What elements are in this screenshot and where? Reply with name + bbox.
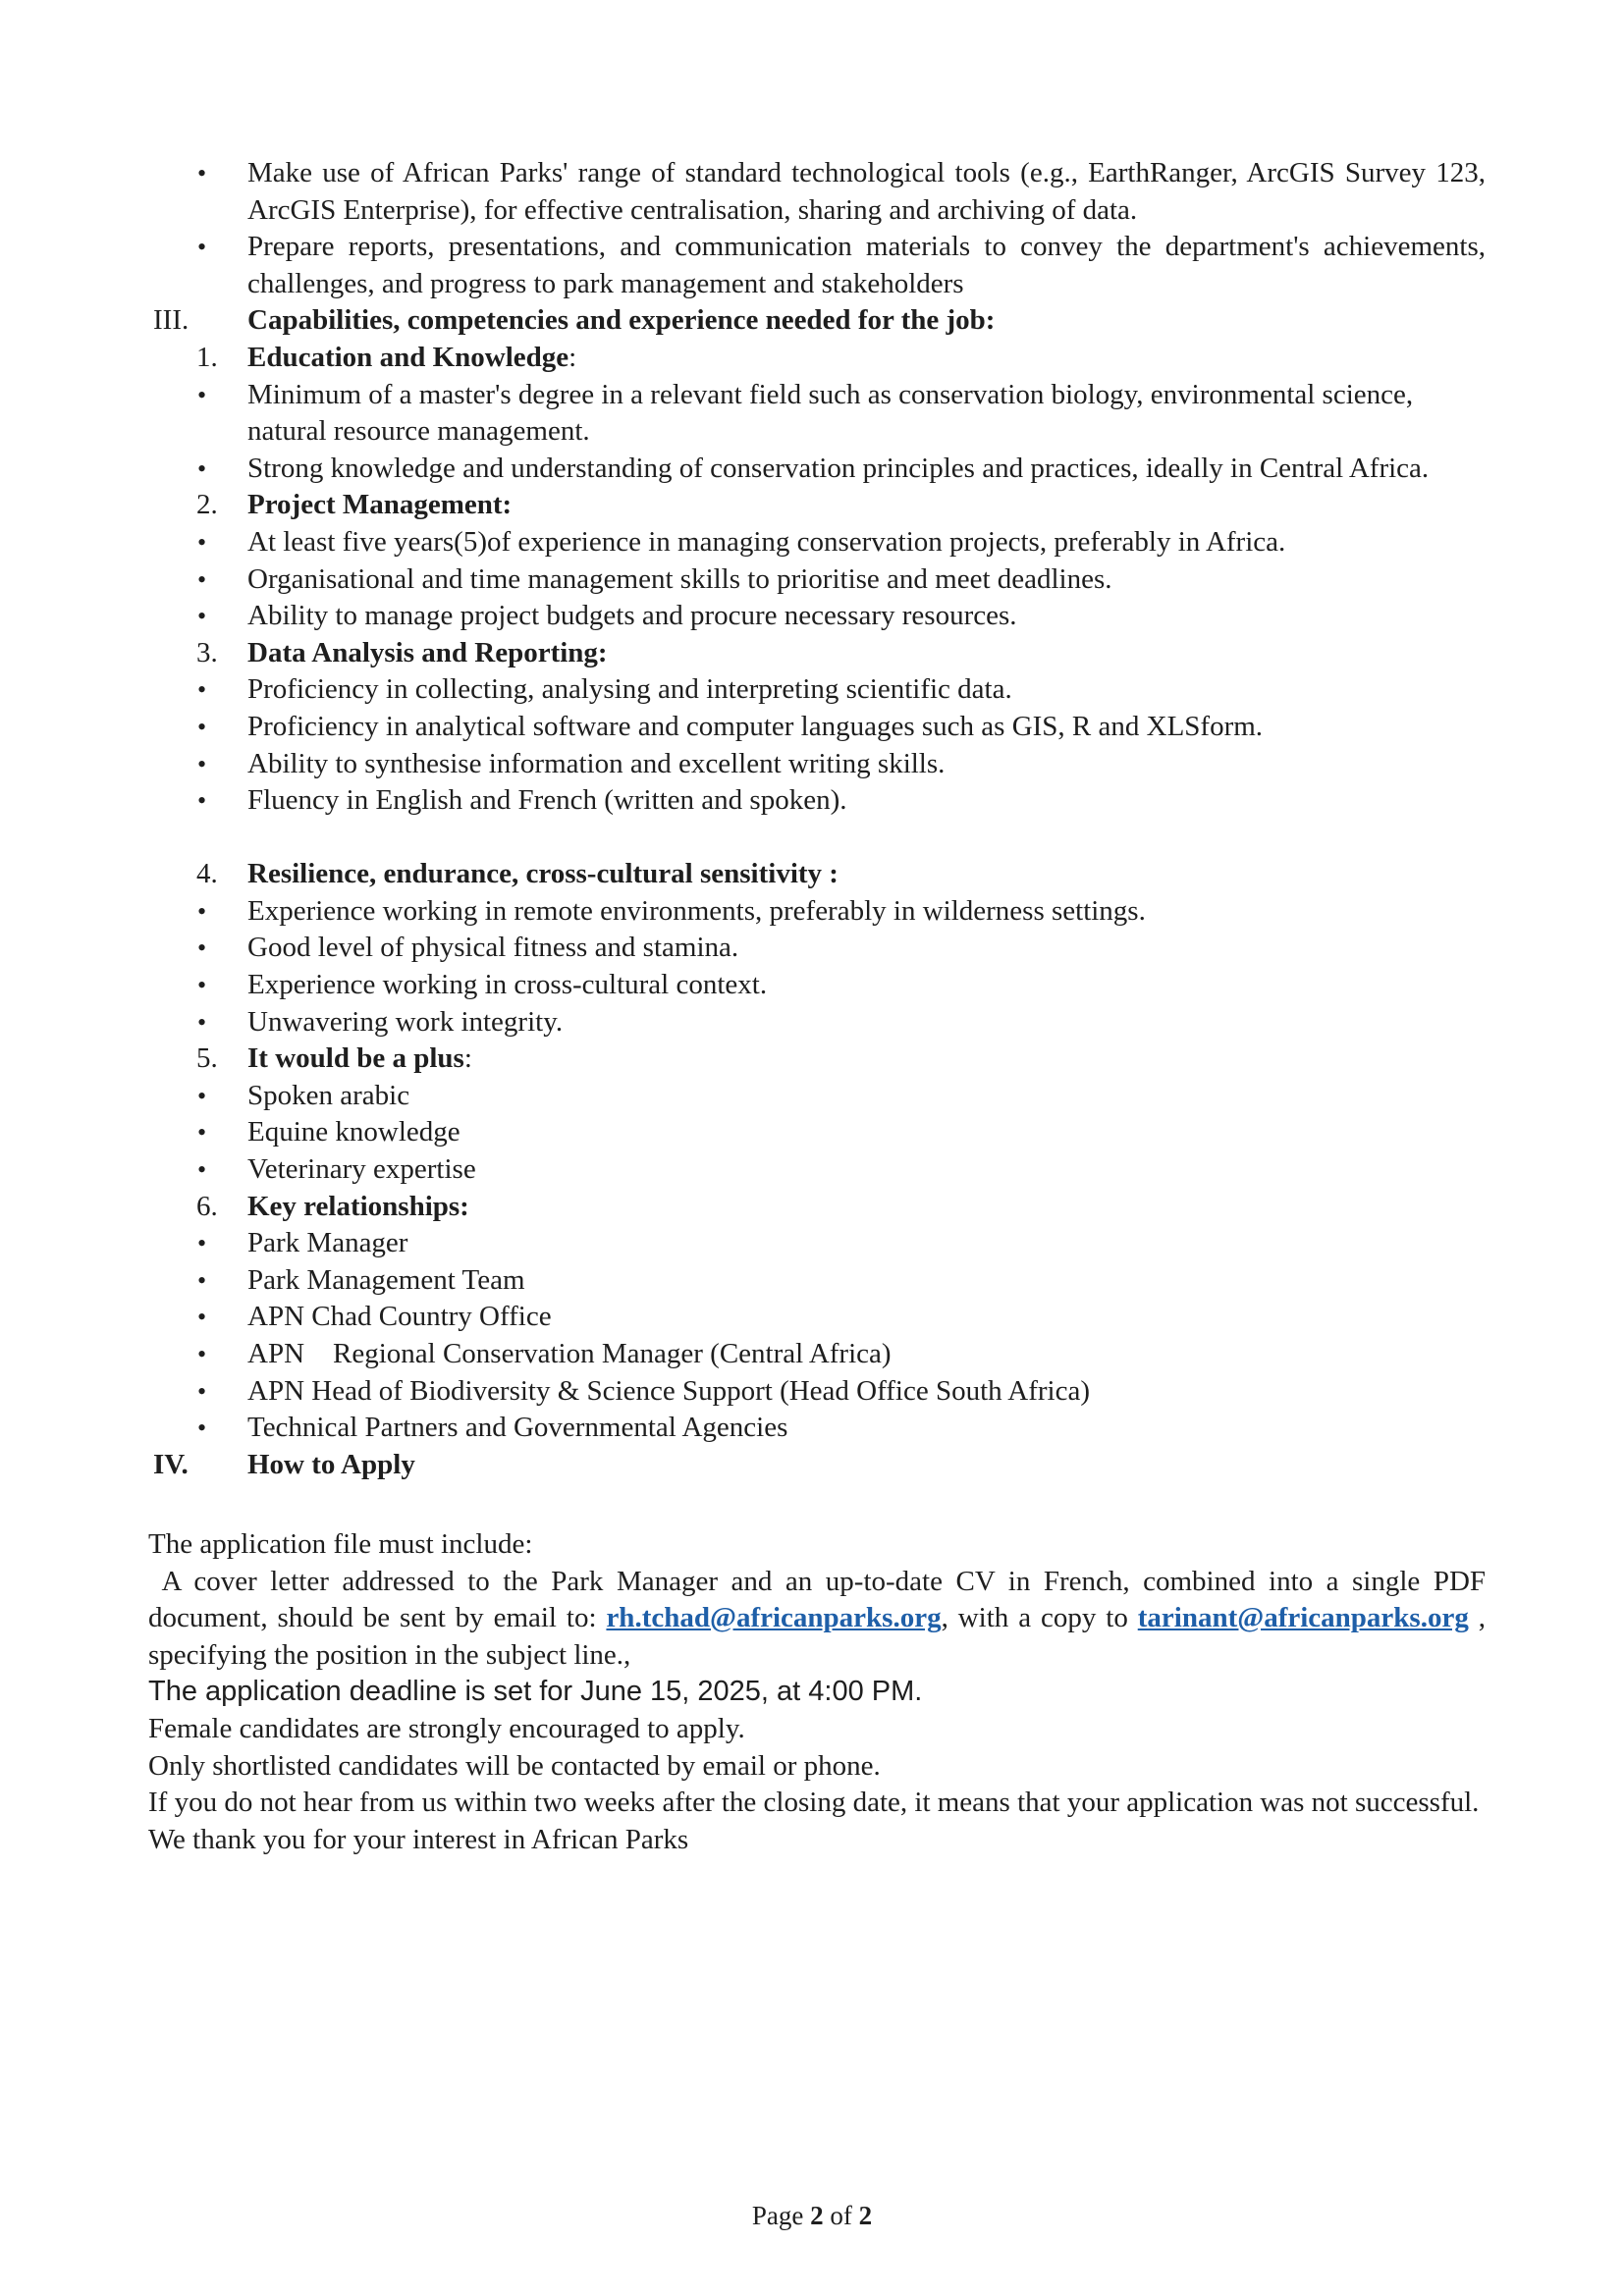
list-item (148, 967, 1486, 1004)
bullet-icon: • (197, 1414, 207, 1443)
bullet-icon: • (197, 749, 207, 778)
bullet-icon: • (197, 1007, 207, 1037)
list-item (148, 709, 1486, 746)
list-item-text: Good level of physical fitness and stamina. (247, 932, 739, 964)
email-link-copy[interactable]: tarinant@africanparks.org (1137, 1602, 1469, 1634)
list-item-text: Proficiency in collecting, analysing and interpreting scientific data. (247, 673, 1012, 706)
deadline-text: The application deadline is set for June 15, 2025, at 4:00 PM. (148, 1676, 923, 1708)
list-item (148, 893, 1486, 931)
bullet-icon: • (197, 233, 207, 262)
list-item-text: Veterinary expertise (247, 1153, 476, 1186)
apply-text-start: A cover letter addressed to the Park Manager and an up-to-date CV in French, combined into a single PDF document, should be sent by email to: (148, 1565, 1493, 1634)
subsection-heading (148, 635, 1486, 672)
subsection-title: Key relationships: (247, 1190, 469, 1222)
list-item (148, 451, 1486, 488)
list-item (148, 1336, 1486, 1373)
bullet-icon: • (197, 1118, 207, 1148)
list-item (148, 524, 1486, 561)
subsection-heading (148, 1189, 1486, 1226)
list-item-text: Ability to synthesise information and excellent writing skills. (247, 747, 946, 779)
footer-prefix: Page (751, 2201, 811, 2230)
email-link-hr[interactable]: rh.tchad@africanparks.org (606, 1602, 942, 1634)
bullet-icon: • (197, 786, 207, 816)
list-item-text: Spoken arabic (247, 1079, 410, 1111)
list-item-text: Park Manager (247, 1227, 408, 1259)
section-numeral: III. (153, 304, 189, 337)
subsection-number: 1. (196, 341, 218, 373)
list-item (148, 1299, 1486, 1336)
bullet-icon: • (197, 1155, 207, 1185)
list-item-text: Strong knowledge and understanding of conservation principles and practices, ideally in Central Africa. (247, 452, 1430, 484)
subsection-title: Project Management: (247, 489, 513, 521)
contact-text: Only shortlisted candidates will be contacted by email or phone. (148, 1749, 881, 1782)
list-item-text: Fluency in English and French (written and spoken). (247, 784, 847, 817)
section-heading (148, 1447, 1486, 1484)
bullet-icon: • (197, 527, 207, 557)
list-item-text: APN Head of Biodiversity & Science Support (Head Office South Africa) (247, 1374, 1090, 1407)
subsection-heading (148, 856, 1486, 893)
list-item (148, 598, 1486, 635)
list-item (148, 377, 1486, 451)
subsection-suffix: : (463, 1042, 472, 1075)
bullet-icon: • (197, 1081, 207, 1110)
subsection-number: 2. (196, 489, 218, 521)
list-item (148, 671, 1486, 709)
subsection-number: 5. (196, 1042, 218, 1075)
footer-current-page: 2 (810, 2201, 824, 2230)
list-item (148, 746, 1486, 783)
list-item (148, 782, 1486, 820)
list-item (148, 1262, 1486, 1300)
list-item (148, 1078, 1486, 1115)
list-item-text: Experience working in remote environments, preferably in wilderness settings. (247, 894, 1146, 927)
bullet-icon: • (197, 564, 207, 594)
bullet-icon: • (197, 1303, 207, 1332)
subsection-heading (148, 340, 1486, 377)
bullet-icon: • (197, 675, 207, 705)
list-item (148, 1151, 1486, 1189)
bullet-icon: • (197, 971, 207, 1000)
subsection-title: It would be a plus (247, 1042, 464, 1075)
notice-text: If you do not hear from us within two weeks after the closing date, it means that your application was not successful. (148, 1787, 1480, 1819)
list-item-text: Organisational and time management skills to prioritise and meet deadlines. (247, 562, 1112, 595)
list-item (148, 930, 1486, 967)
page-content (148, 155, 1486, 1483)
list-item-text: Minimum of a master's degree in a relevant field such as conservation biology, environmental science, natural resource management. (247, 378, 1414, 448)
list-item-text: At least five years(5)of experience in managing conservation projects, preferably in Africa. (247, 525, 1286, 558)
list-item-text: Technical Partners and Governmental Agencies (247, 1412, 788, 1444)
bullet-icon: • (197, 896, 207, 926)
list-item-text: Park Management Team (247, 1263, 525, 1296)
subsection-heading (148, 487, 1486, 524)
bullet-icon: • (197, 1340, 207, 1368)
list-item (148, 1114, 1486, 1151)
list-item-text: Ability to manage project budgets and procure necessary resources. (247, 600, 1017, 632)
bullet-icon: • (197, 1229, 207, 1258)
subsection-number: 4. (196, 858, 218, 890)
list-item (148, 1373, 1486, 1411)
list-item-text: Proficiency in analytical software and computer languages such as GIS, R and XLSform. (247, 710, 1264, 742)
bullet-icon: • (197, 380, 207, 409)
bullet-icon: • (197, 934, 207, 963)
section-heading (148, 302, 1486, 340)
apply-text-mid: , with a copy to (941, 1602, 1138, 1634)
list-item (148, 1225, 1486, 1262)
list-item-text: Equine knowledge (247, 1116, 460, 1148)
list-item-text: APN Regional Conservation Manager (Central Africa) (247, 1338, 892, 1369)
apply-instructions (148, 1564, 1493, 1675)
subsection-title: Data Analysis and Reporting: (247, 636, 608, 668)
list-item (148, 1004, 1486, 1041)
footer-middle: of (823, 2201, 859, 2230)
apply-intro: The application file must include: (148, 1528, 533, 1560)
footer-total-pages: 2 (858, 2201, 873, 2230)
apply-text-end: , specifying the position in the subject line., (148, 1602, 1493, 1671)
section-title: How to Apply (247, 1448, 415, 1480)
list-item (148, 1410, 1486, 1447)
subsection-heading (148, 1041, 1486, 1078)
list-item (148, 229, 1486, 302)
list-item-text: Unwavering work integrity. (247, 1005, 564, 1038)
list-item-text: Make use of African Parks' range of standard technological tools (e.g., EarthRanger, ArcGIS Survey 123, ArcGIS Enterprise), for effective centralisation, sharing and archiving of data. (247, 157, 1486, 226)
subsection-title: Resilience, endurance, cross-cultural sensitivity : (247, 858, 839, 890)
bullet-icon: • (197, 1376, 207, 1406)
list-item-text: APN Chad Country Office (247, 1301, 552, 1333)
bullet-icon: • (197, 602, 207, 631)
apply-section (148, 1526, 1493, 1858)
bullet-icon: • (197, 1265, 207, 1295)
section-title: Capabilities, competencies and experience needed for the job: (247, 304, 996, 337)
subsection-number: 6. (196, 1190, 218, 1222)
bullet-icon: • (197, 159, 207, 187)
bullet-icon: • (197, 454, 207, 483)
thanks-text: We thank you for your interest in African Parks (148, 1823, 689, 1855)
blank-line (148, 820, 1486, 857)
list-item-text: Experience working in cross-cultural context. (247, 969, 768, 1001)
subsection-number: 3. (196, 636, 218, 668)
bullet-icon: • (197, 712, 207, 741)
list-item (148, 561, 1486, 599)
subsection-title: Education and Knowledge (247, 341, 569, 373)
encourage-text: Female candidates are strongly encouraged to apply. (148, 1712, 745, 1744)
section-numeral: IV. (153, 1448, 189, 1480)
list-item-text: Prepare reports, presentations, and communication materials to convey the department's achievements, challenges, and progress to park management and stakeholders (247, 231, 1486, 299)
subsection-suffix: : (568, 341, 577, 373)
list-item (148, 155, 1486, 229)
page-footer (0, 2201, 1624, 2231)
